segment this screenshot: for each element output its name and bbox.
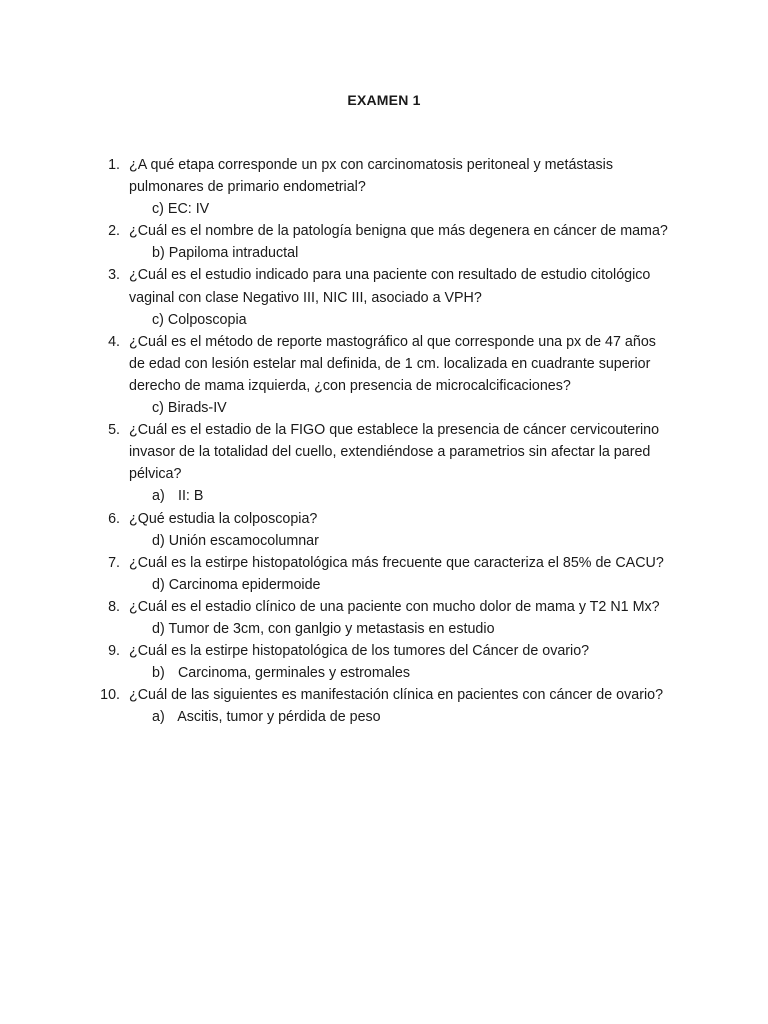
answer-text: II: B xyxy=(177,488,204,505)
question-text: ¿Cuál es el nombre de la patología benigna que más degenera en cáncer de mama? xyxy=(129,223,668,240)
question-text: ¿Cuál de las siguientes es manifestación clínica en pacientes con cáncer de ovario? xyxy=(129,687,664,704)
question-item xyxy=(0,596,768,640)
answer xyxy=(129,309,668,331)
question-item xyxy=(0,264,768,330)
question-item xyxy=(0,640,768,684)
question-text: ¿A qué etapa corresponde un px con carcinomatosis peritoneal y metástasis pulmonares de primario endometrial? xyxy=(129,157,613,196)
answer xyxy=(129,397,668,419)
question-text: ¿Cuál es la estirpe histopatológica de los tumores del Cáncer de ovario? xyxy=(129,643,590,660)
question-item xyxy=(0,220,768,264)
question-number: 8. xyxy=(108,598,120,615)
question-item xyxy=(0,552,768,596)
question-text: ¿Cuál es el estudio indicado para una paciente con resultado de estudio citológico vaginal con clase Negativo III, NIC III, asociado a VPH? xyxy=(129,267,651,306)
question-item xyxy=(0,154,768,220)
answer-letter: c) xyxy=(152,400,164,417)
answer xyxy=(129,485,668,507)
answer-text: Tumor de 3cm, con ganlgio y metastasis en estudio xyxy=(168,620,495,637)
question-item xyxy=(0,419,768,507)
question-number: 4. xyxy=(108,333,120,350)
question-text: ¿Qué estudia la colposcopia? xyxy=(129,510,318,527)
answer xyxy=(129,574,668,596)
question-text: ¿Cuál es el estadio clínico de una paciente con mucho dolor de mama y T2 N1 Mx? xyxy=(129,598,660,615)
answer xyxy=(129,242,668,264)
question-item xyxy=(0,508,768,552)
question-item xyxy=(0,331,768,419)
question-number: 1. xyxy=(108,157,120,173)
answer-letter: c) xyxy=(152,311,164,328)
question-number: 10. xyxy=(100,687,120,704)
answer-letter: d) xyxy=(152,620,165,637)
answer-text: Unión escamocolumnar xyxy=(168,532,319,549)
answer-letter: c) xyxy=(152,201,164,218)
answer-text: Carcinoma, germinales y estromales xyxy=(177,665,410,682)
answer-text: Birads-IV xyxy=(167,400,227,417)
answer-text: Carcinoma epidermoide xyxy=(168,576,321,593)
answer-letter: a) xyxy=(152,488,165,505)
question-number: 2. xyxy=(108,223,120,240)
page-title: EXAMEN 1 xyxy=(347,92,421,108)
answer xyxy=(129,618,668,640)
answer-letter: d) xyxy=(152,576,165,593)
answer-text: Ascitis, tumor y pérdida de peso xyxy=(177,709,381,726)
question-text: ¿Cuál es la estirpe histopatológica más frecuente que caracteriza el 85% de CACU? xyxy=(129,554,664,571)
answer-letter: a) xyxy=(152,709,165,726)
answer-letter: b) xyxy=(152,245,165,262)
question-number: 5. xyxy=(108,422,120,439)
question-number: 7. xyxy=(108,554,120,571)
answer xyxy=(129,706,668,728)
question-text: ¿Cuál es el método de reporte mastográfico al que corresponde una px de 47 años de edad con lesión estelar mal definida, de 1 cm. localizada en cuadrante superior derecho de mama izquierda, ¿con presencia de microcalcificaciones? xyxy=(129,333,656,394)
answer xyxy=(129,662,668,684)
answer-letter: b) xyxy=(152,665,165,682)
answer-text: Papiloma intraductal xyxy=(168,245,299,262)
answer-text: EC: IV xyxy=(167,201,210,218)
answer-letter: d) xyxy=(152,532,165,549)
question-number: 9. xyxy=(108,643,120,660)
question-list xyxy=(0,154,768,728)
answer-text: Colposcopia xyxy=(167,311,247,328)
question-item xyxy=(0,684,768,728)
answer xyxy=(129,530,668,552)
question-number: 6. xyxy=(108,510,120,527)
question-text: ¿Cuál es el estadio de la FIGO que establece la presencia de cáncer cervicouterino invasor de la totalidad del cuello, extendiéndose a parametrios sin afectar la pared pélvica? xyxy=(129,422,660,483)
question-number: 3. xyxy=(108,267,120,284)
answer xyxy=(129,198,668,220)
